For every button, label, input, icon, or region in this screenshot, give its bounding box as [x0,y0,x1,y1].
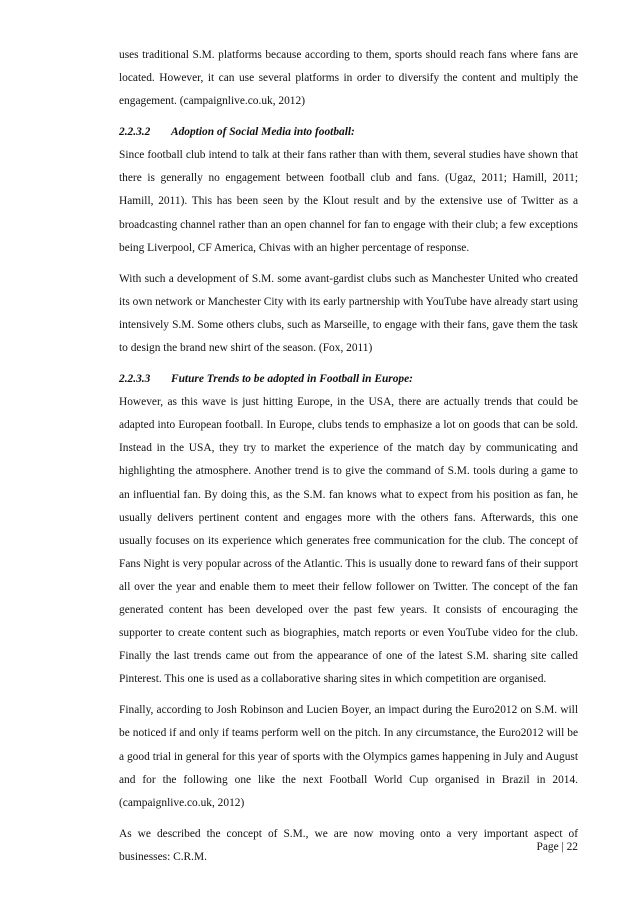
page-number: Page | 22 [536,841,578,853]
document-body [119,44,578,869]
section-heading-trends [119,368,578,391]
paragraph-trends-1: However, as this wave is just hitting Europe, in the USA, there are actually trends that could be adapted into European football. In Europe, clubs tends to emphasize a lot on goods that can be sold. Instead in the USA, they try to market the experience of the match day by communicating and highlighting the atmosphere. Another trend is to give the command of S.M. tools during a game to an influential fan. By doing this, as the S.M. fan knows what to expect from his position as fan, he usually delivers pertinent content and engages more with the others fans. Afterwards, this one usually focuses on its experience which generates free communication for the club. The concept of Fans Night is very popular across of the Atlantic. This is usually done to reward fans of their support all over the year and enable them to meet their fellow follower on Twitter. The concept of the fan generated content has been developed over the past few years. It consists of encouraging the supporter to create content such as biographies, match reports or even YouTube video for the club. Finally the last trends came out from the appearance of one of the latest S.M. sharing site called Pinterest. This one is used as a collaborative sharing sites in which competition are organised. [119,396,578,686]
paragraph-intro: uses traditional S.M. platforms because according to them, sports should reach fans where fans are located. However, it can use several platforms in order to diversify the content and multiply the engagement. (campaignlive.co.uk, 2012) [119,49,578,108]
section-number: 2.2.3.2 [119,126,151,139]
section-title: Future Trends to be adopted in Football in Europe: [171,373,413,386]
section-heading-adoption [119,121,578,144]
paragraph-closing: As we described the concept of S.M., we are now moving onto a very important aspect of businesses: C.R.M. [119,827,578,863]
paragraph-adoption-2: With such a development of S.M. some avant-gardist clubs such as Manchester United who created its own network or Manchester City with its early partnership with YouTube have already start using intensively S.M. Some others clubs, such as Marseille, to engage with their fans, gave them the task to design the brand new shirt of the season. (Fox, 2011) [119,272,578,355]
paragraph-adoption-1: Since football club intend to talk at their fans rather than with them, several studies have shown that there is generally no engagement between football club and fans. (Ugaz, 2011; Hamill, 2011; Hamill, 2011). This has been seen by the Klout result and by the extensive use of Twitter as a broadcasting channel rather than an open channel for fan to engage with their club; a few exceptions being Liverpool, CF America, Chivas with an higher percentage of response. [119,149,578,254]
paragraph-trends-2: Finally, according to Josh Robinson and Lucien Boyer, an impact during the Euro2012 on S.M. will be noticed if and only if teams perform well on the pitch. In any circumstance, the Euro2012 will be a good trial in general for this year of sports with the Olympics games happening in July and August and for the following one like the next Football World Cup organised in Brazil in 2014. (campaignlive.co.uk, 2012) [119,704,578,809]
section-title: Adoption of Social Media into football: [171,126,355,139]
section-number: 2.2.3.3 [119,373,151,386]
